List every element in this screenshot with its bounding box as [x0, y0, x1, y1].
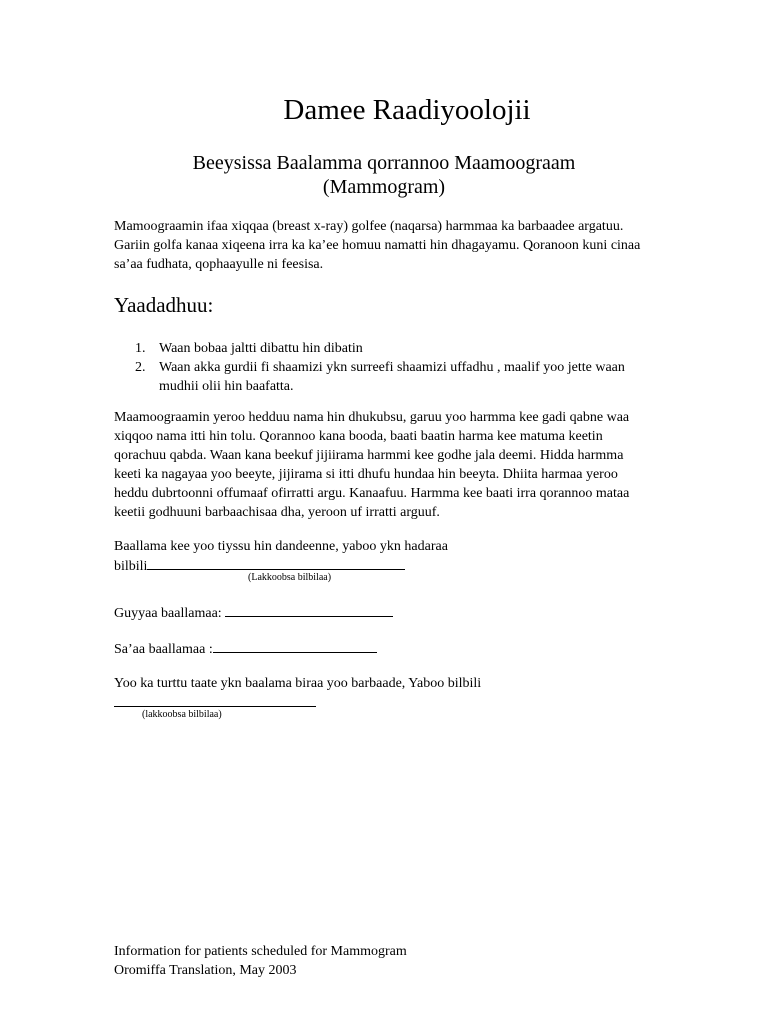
phone-caption: (Lakkoobsa bilbilaa): [248, 572, 332, 583]
section-heading: Yaadadhuu:: [114, 293, 214, 317]
page-subtitle: [114, 151, 654, 199]
page-title: Damee Raadiyoolojii: [283, 94, 531, 126]
intro-paragraph: Mamoograamin ifaa xiqqaa (breast x-ray) golfee (naqarsa) harmmaa ka barbaadee argatuu. Gariin golfa kanaa xiqeena irra ka ka’ee homuu namatti hin dhagayamu. Qoranoon kuni cinaa sa’aa fudhata, qophaayulle ni feesisa.: [114, 219, 641, 272]
cancel-text: Yoo ka turttu taate ykn baalama biraa yoo barbaade, Yaboo bilbili: [114, 676, 482, 691]
consent-line-1: Baallama kee yoo tiyssu hin dandeenne, yaboo ykn hadaraa: [114, 539, 448, 554]
subtitle-line-1: Beeysissa Baalamma qorrannoo Maamoograam: [192, 152, 576, 174]
date-label: Guyyaa baallamaa:: [114, 606, 222, 621]
footer: [114, 942, 407, 980]
time-row: [114, 639, 377, 659]
footer-line-2: Oromiffa Translation, May 2003: [114, 963, 297, 978]
list-number: 1.: [135, 341, 146, 356]
list-item: [114, 339, 654, 358]
body-paragraph: Maamoograamin yeroo hedduu nama hin dhukubsu, garuu yoo harmma kee gadi qabne waa xiqqoo nama itti hin tolu. Qorannoo kana booda, baati baatin harma kee matuma keetin qorachuu qabda. Waan kana beekuf jijiirama harmmi kee godhe jala deemi. Hidda harmma keeti ka nagayaa yoo beeyte, jijirama si itti dhufu hundaa hin beeyta. Dhiita harmaa yeroo heddu dubrtoonni offumaaf ofirratti argu. Kanaafuu. Harmma kee baati irra qorannoo mataa keetii godhuuni barbaachisaa dha, yeroon uf irratti arguuf.: [114, 410, 630, 520]
appointment-time-field[interactable]: [213, 639, 377, 653]
subtitle-line-2: (Mammogram): [322, 176, 446, 198]
list-text: Waan bobaa jaltti dibattu hin dibatin: [159, 341, 363, 356]
list-text: Waan akka gurdii fi shaamizi ykn surreefi shaamizi uffadhu , maalif yoo jette waan mudhii olii hin baafatta.: [159, 360, 625, 394]
phone-number-field[interactable]: [147, 556, 405, 570]
list-number: 2.: [135, 360, 146, 375]
cancel-phone-field[interactable]: [114, 693, 316, 707]
consent-phone-label: bilbili: [114, 559, 148, 574]
footer-line-1: Information for patients scheduled for Mammogram: [114, 944, 407, 959]
time-label: Sa’aa baallamaa :: [114, 642, 213, 657]
appointment-date-field[interactable]: [225, 603, 393, 617]
cancel-phone-caption: (lakkoobsa bilbilaa): [142, 709, 222, 720]
reminder-list: [114, 339, 654, 396]
date-row: [114, 603, 393, 623]
list-item: [114, 358, 654, 396]
